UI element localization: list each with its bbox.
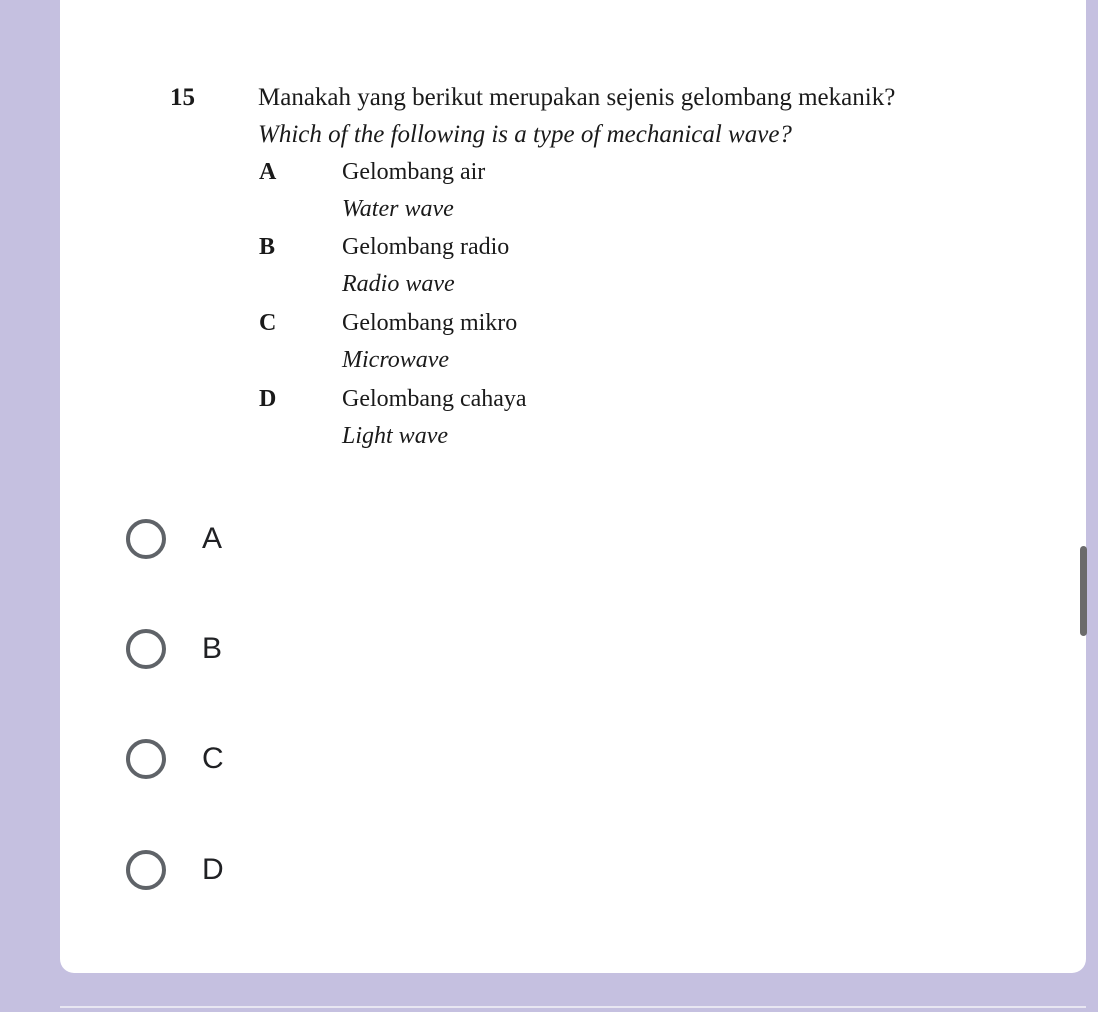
option-b-text-malay: Gelombang radio [342,234,510,260]
choice-label-c: C [202,742,224,775]
answer-choice-c[interactable] [126,734,426,784]
option-c-text-english: Microwave [342,347,450,373]
option-b-letter: B [259,234,276,260]
radio-button-a[interactable] [126,519,166,559]
option-a-text-malay: Gelombang air [342,159,486,185]
question-image [60,0,1086,460]
question-text-malay: Manakah yang berikut merupakan sejenis gelombang mekanik? [258,84,896,111]
choice-label-b: B [202,632,223,665]
answer-choice-b[interactable] [126,624,426,674]
radio-button-c[interactable] [126,739,166,779]
answer-choice-a[interactable] [126,514,426,564]
radio-button-d[interactable] [126,850,166,890]
option-a-letter: A [259,159,277,185]
option-d-text-malay: Gelombang cahaya [342,386,527,412]
choice-label-d: D [202,853,224,886]
question-text-english: Which of the following is a type of mechanical wave? [258,121,792,148]
question-card [60,0,1086,973]
question-number: 15 [170,84,195,111]
option-c-text-malay: Gelombang mikro [342,310,518,336]
next-card-edge [60,1006,1086,1008]
option-a-text-english: Water wave [342,196,454,222]
answer-choice-d[interactable] [126,845,426,895]
radio-button-b[interactable] [126,629,166,669]
option-c-letter: C [259,310,277,336]
choice-label-a: A [202,522,223,555]
option-d-text-english: Light wave [342,423,448,449]
option-b-text-english: Radio wave [342,271,455,297]
option-d-letter: D [259,386,277,412]
scrollbar-thumb[interactable] [1080,546,1087,636]
